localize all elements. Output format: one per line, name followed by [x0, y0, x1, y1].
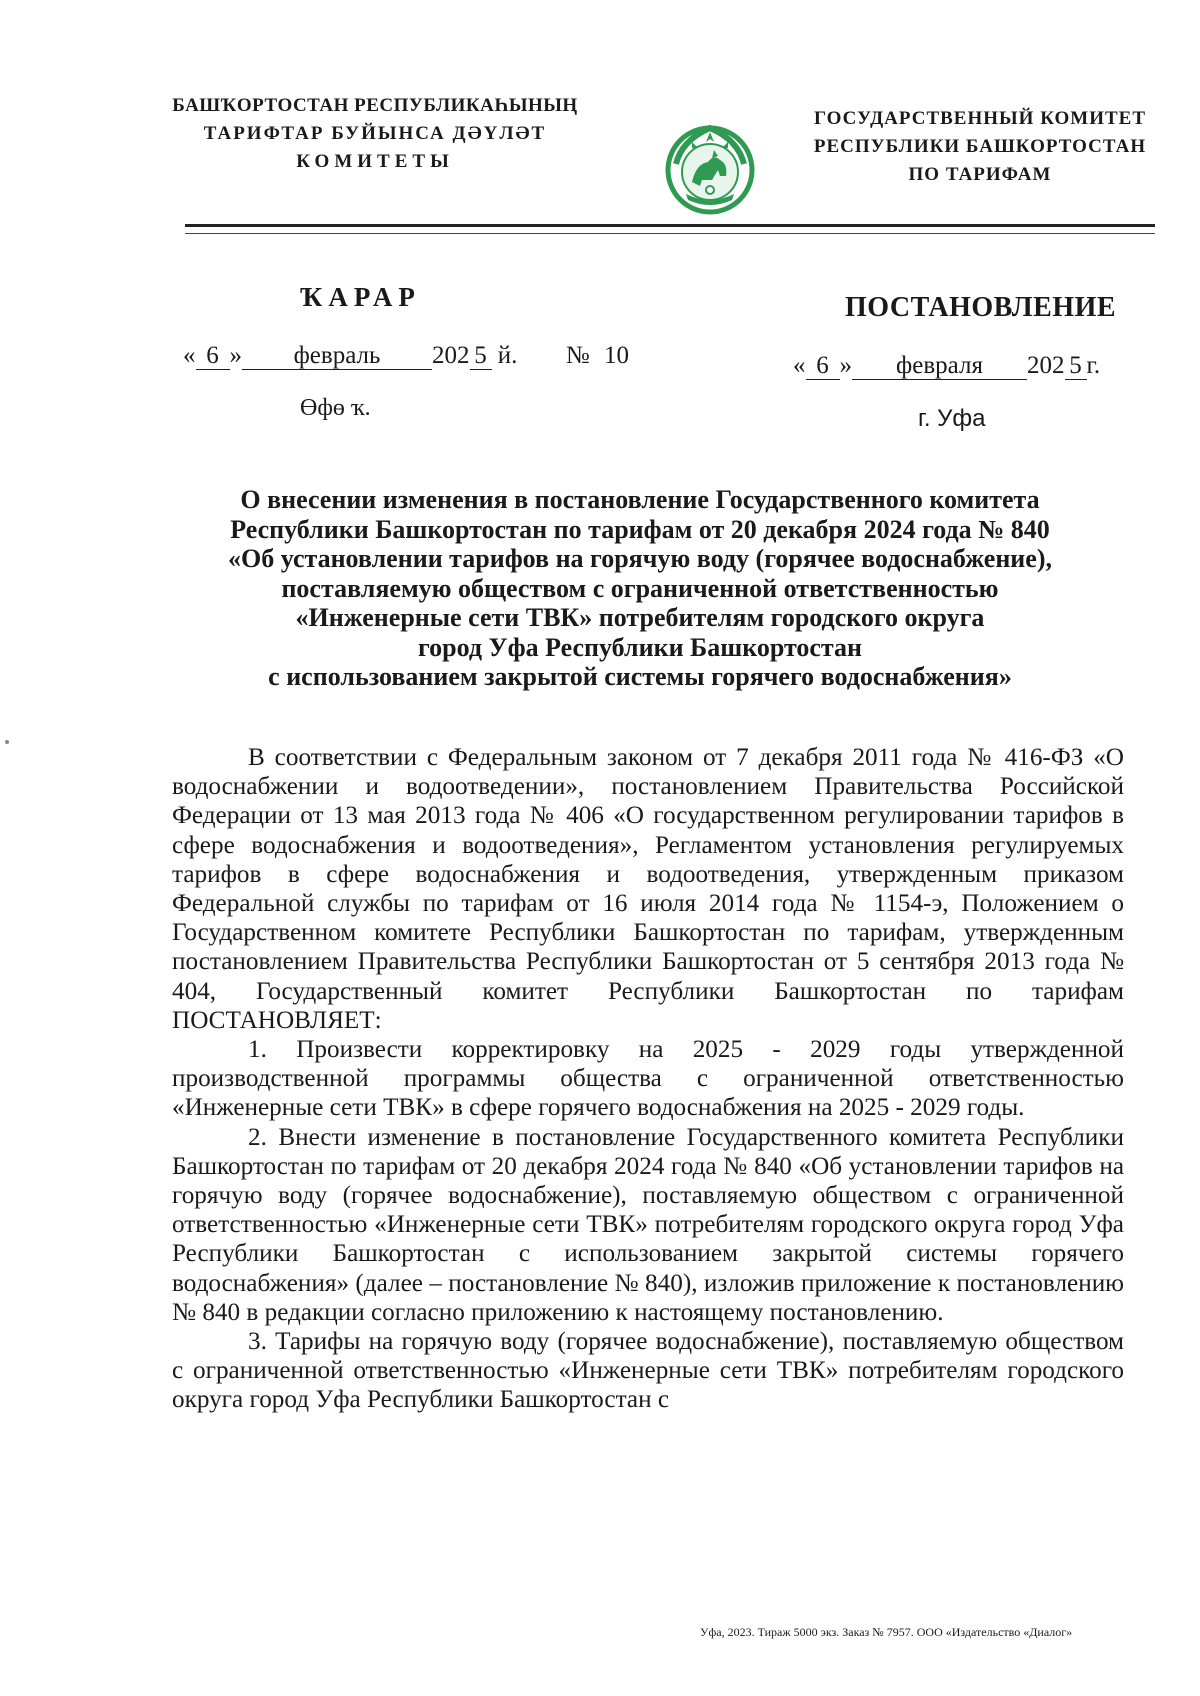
document-title — [170, 485, 1110, 692]
date-right-year-digit: 5 — [1065, 353, 1087, 380]
doc-type-russian: ПОСТАНОВЛЕНИЕ — [845, 292, 1117, 323]
document-number: 10 — [604, 342, 629, 369]
date-left-close-quote: » — [229, 342, 242, 369]
print-footer: Уфа, 2023. Тираж 5000 экз. Заказ № 7957. ООО «Издательство «Диалог» — [700, 1625, 1073, 1639]
header-right-line2: РЕСПУБЛИКИ БАШКОРТОСТАН — [813, 136, 1147, 157]
title-line: с использованием закрытой системы горячего водоснабжения» — [268, 662, 1012, 691]
header-right-line1: ГОСУДАРСТВЕННЫЙ КОМИТЕТ — [813, 108, 1147, 129]
date-left-day: 6 — [196, 343, 230, 370]
title-line: «Инженерные сети ТВК» потребителям городского округа — [295, 603, 985, 632]
header-rule-thin — [185, 233, 1155, 234]
clause-1: 1. Произвести корректировку на 2025 - 2029 годы утвержденной производственной программы общества с ограниченной ответственностью «Инженерные сети ТВК» в сфере горячего водоснабжения на 2025 - 2029 годы. — [172, 1036, 1124, 1122]
date-right-year-prefix: 202 — [1027, 352, 1065, 379]
header-left-org — [150, 92, 600, 176]
date-right-year-suffix: г. — [1086, 352, 1101, 379]
title-line: город Уфа Республики Башкортостан — [418, 632, 862, 662]
date-right-month: февраля — [852, 353, 1027, 380]
clause-2: 2. Внести изменение в постановление Государственного комитета Республики Башкортостан по тарифам от 20 декабря 2024 года № 840 «Об установлении тарифов на горячую воду (горячее водоснабжение), поставляемую обществом с ограниченной ответственностью «Инженерные сети ТВК» потребителям городского округа город Уфа Республики Башкортостан с использованием закрытой системы горячего водоснабжения» (далее – постановление № 840), изложив приложение к постановлению № 840 в редакции согласно приложению к настоящему постановлению. — [172, 1123, 1124, 1326]
header-left-line3: КОМИТЕТЫ — [296, 151, 454, 172]
date-right-day: 6 — [806, 353, 840, 380]
document-body — [172, 743, 1124, 1415]
date-left-open-quote: « — [183, 342, 196, 369]
number-sign: № — [565, 342, 590, 369]
header-rule-thick — [185, 224, 1155, 227]
title-line: поставляемую обществом с ограниченной ответственностью — [281, 573, 999, 603]
header-right-org — [790, 105, 1170, 189]
header-left-line1: БАШҠОРТОСТАН РЕСПУБЛИКАҺЫНЫҢ — [172, 95, 578, 116]
date-left-year-suffix: й. — [497, 342, 518, 369]
header-left-line2: ТАРИФТАР БУЙЫНСА ДӘҮЛӘТ — [203, 123, 547, 144]
doc-type-bashkir: ҠАРАР — [300, 282, 421, 312]
title-line: Республики Башкортостан по тарифам от 20 декабря 2024 года № 840 — [230, 514, 1050, 544]
preamble-paragraph: В соответствии с Федеральным законом от 7 декабря 2011 года № 416-ФЗ «О водоснабжении и водоотведении», постановлением Правительства Российской Федерации от 13 мая 2013 года № 406 «О государственном регулировании тарифов в сфере водоснабжения и водоотведения», Регламентом установления регулируемых тарифов в сфере водоснабжения и водоотведения, утвержденным приказом Федеральной службы по тарифам от 16 июля 2014 года № 1154-э, Положением о Государственном комитете Республики Башкортостан по тарифам, утвержденным постановлением Правительства Республики Башкортостан от 5 сентября 2013 года № 404, Государственный комитет Республики Башкортостан по тарифам ПОСТАНОВЛЯЕТ: — [172, 744, 1124, 1034]
header-right-line3: ПО ТАРИФАМ — [908, 164, 1052, 185]
margin-speck — [5, 740, 9, 744]
date-right-open-quote: « — [793, 352, 806, 379]
place-bashkir: Өфө ҡ. — [300, 395, 371, 421]
date-right-close-quote: » — [839, 352, 852, 379]
date-line-right — [793, 352, 1100, 380]
bashkortostan-emblem-icon — [662, 120, 758, 216]
date-left-year-digit: 5 — [470, 343, 492, 370]
title-line: «Об установлении тарифов на горячую воду (горячее водоснабжение), — [228, 544, 1052, 573]
date-line-left — [183, 342, 629, 370]
clause-3: 3. Тарифы на горячую воду (горячее водоснабжение), поставляемую обществом с ограниченной ответственностью «Инженерные сети ТВК» потребителям городского округа город Уфа Республики Башкортостан с — [172, 1328, 1124, 1414]
date-left-month: февраль — [242, 343, 432, 370]
title-line: О внесении изменения в постановление Государственного комитета — [240, 485, 1040, 514]
place-russian: г. Уфа — [918, 405, 986, 432]
date-left-year-prefix: 202 — [432, 342, 470, 369]
